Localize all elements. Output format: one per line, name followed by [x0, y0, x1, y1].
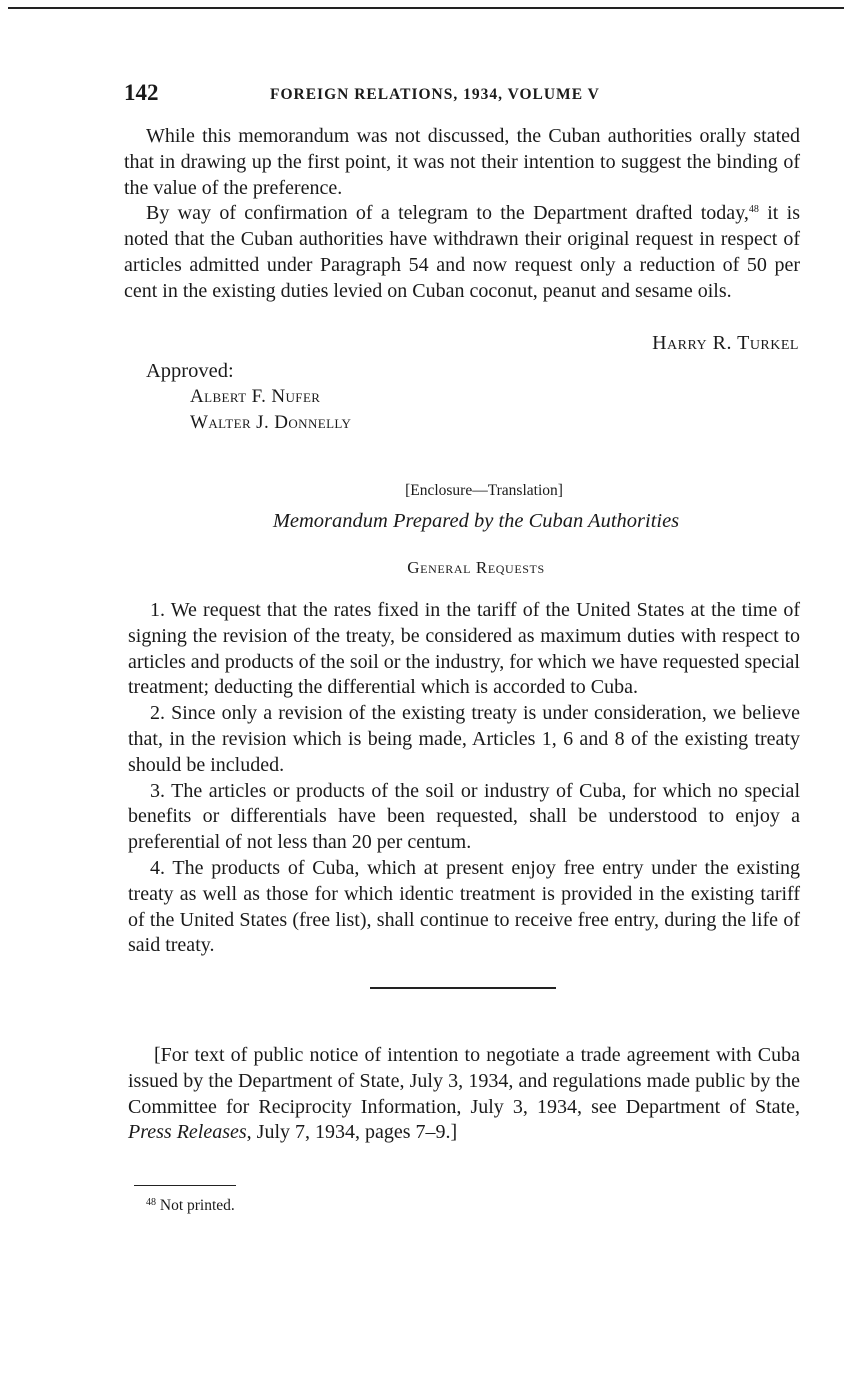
- section-heading: General Requests: [407, 558, 545, 577]
- editorial-note: [128, 1043, 800, 1146]
- enclosure-label: [Enclosure—Translation]: [405, 482, 563, 499]
- editorial-note-start: [For text of public notice of intention to negotiate a trade agreement with Cuba issued by the Department of State, July 3, 1934, and regulations made public by the Committee for Reciprocity Information, July 3, 1934, see Department of State,: [128, 1044, 800, 1118]
- memo-body: [124, 124, 800, 305]
- approver-name: Walter J. Donnelly: [190, 412, 352, 433]
- section-divider: [370, 987, 556, 989]
- memo-paragraph-2: [124, 201, 800, 304]
- footnote: [146, 1197, 235, 1215]
- editorial-note-end: , July 7, 1934, pages 7–9.]: [246, 1121, 458, 1144]
- footnote-divider: [134, 1185, 236, 1186]
- memorandum-title: Memorandum Prepared by the Cuban Authorities: [272, 510, 680, 532]
- requests-list: [128, 598, 800, 959]
- publication-title: Press Releases: [128, 1121, 247, 1144]
- list-item: 4. The products of Cuba, which at present enjoy free entry under the existing treaty as well as those for which identic treatment is provided in the existing tariff of the United States (free list), shall continue to receive free entry, during the life of said treaty.: [128, 856, 800, 957]
- list-item: 3. The articles or products of the soil or industry of Cuba, for which no special benefits or differentials have been requested, shall be understood to enjoy a preferential of not less than 20 per centum.: [128, 779, 800, 854]
- footnote-reference: 48: [748, 204, 759, 216]
- memo-paragraph-2-start: By way of confirmation of a telegram to the Department drafted today,: [146, 202, 749, 225]
- footnote-text: Not printed.: [156, 1197, 235, 1214]
- signature: Harry R. Turkel: [652, 332, 799, 354]
- list-item: 1. We request that the rates fixed in the tariff of the United States at the time of signing the revision of the treaty, be considered as maximum duties with respect to articles and products of the soil or the industry, for which we have requested special treatment; deducting the differential which is accorded to Cuba.: [128, 599, 800, 699]
- approved-label: Approved:: [146, 360, 234, 382]
- footnote-mark: 48: [146, 1197, 156, 1208]
- page-header: [124, 80, 800, 110]
- running-head: FOREIGN RELATIONS, 1934, VOLUME V: [270, 86, 600, 103]
- top-border-rule: [8, 7, 844, 9]
- page-number: 142: [124, 80, 159, 105]
- memo-paragraph-2-end: it is noted that the Cuban authorities have withdrawn their original request in respect of articles admitted under Paragraph 54 and now request only a reduction of 50 per cent in the existing duties levied on Cuban coconut, peanut and sesame oils.: [124, 202, 800, 302]
- memo-paragraph-1: While this memorandum was not discussed, the Cuban authorities orally stated that in drawing up the first point, it was not their intention to suggest the binding of the value of the preference.: [124, 125, 800, 199]
- editorial-note-text: [128, 1043, 800, 1146]
- list-item: 2. Since only a revision of the existing treaty is under consideration, we believe that, in the revision which is being made, Articles 1, 6 and 8 of the existing treaty should be included.: [128, 702, 800, 776]
- approver-name: Albert F. Nufer: [190, 386, 321, 407]
